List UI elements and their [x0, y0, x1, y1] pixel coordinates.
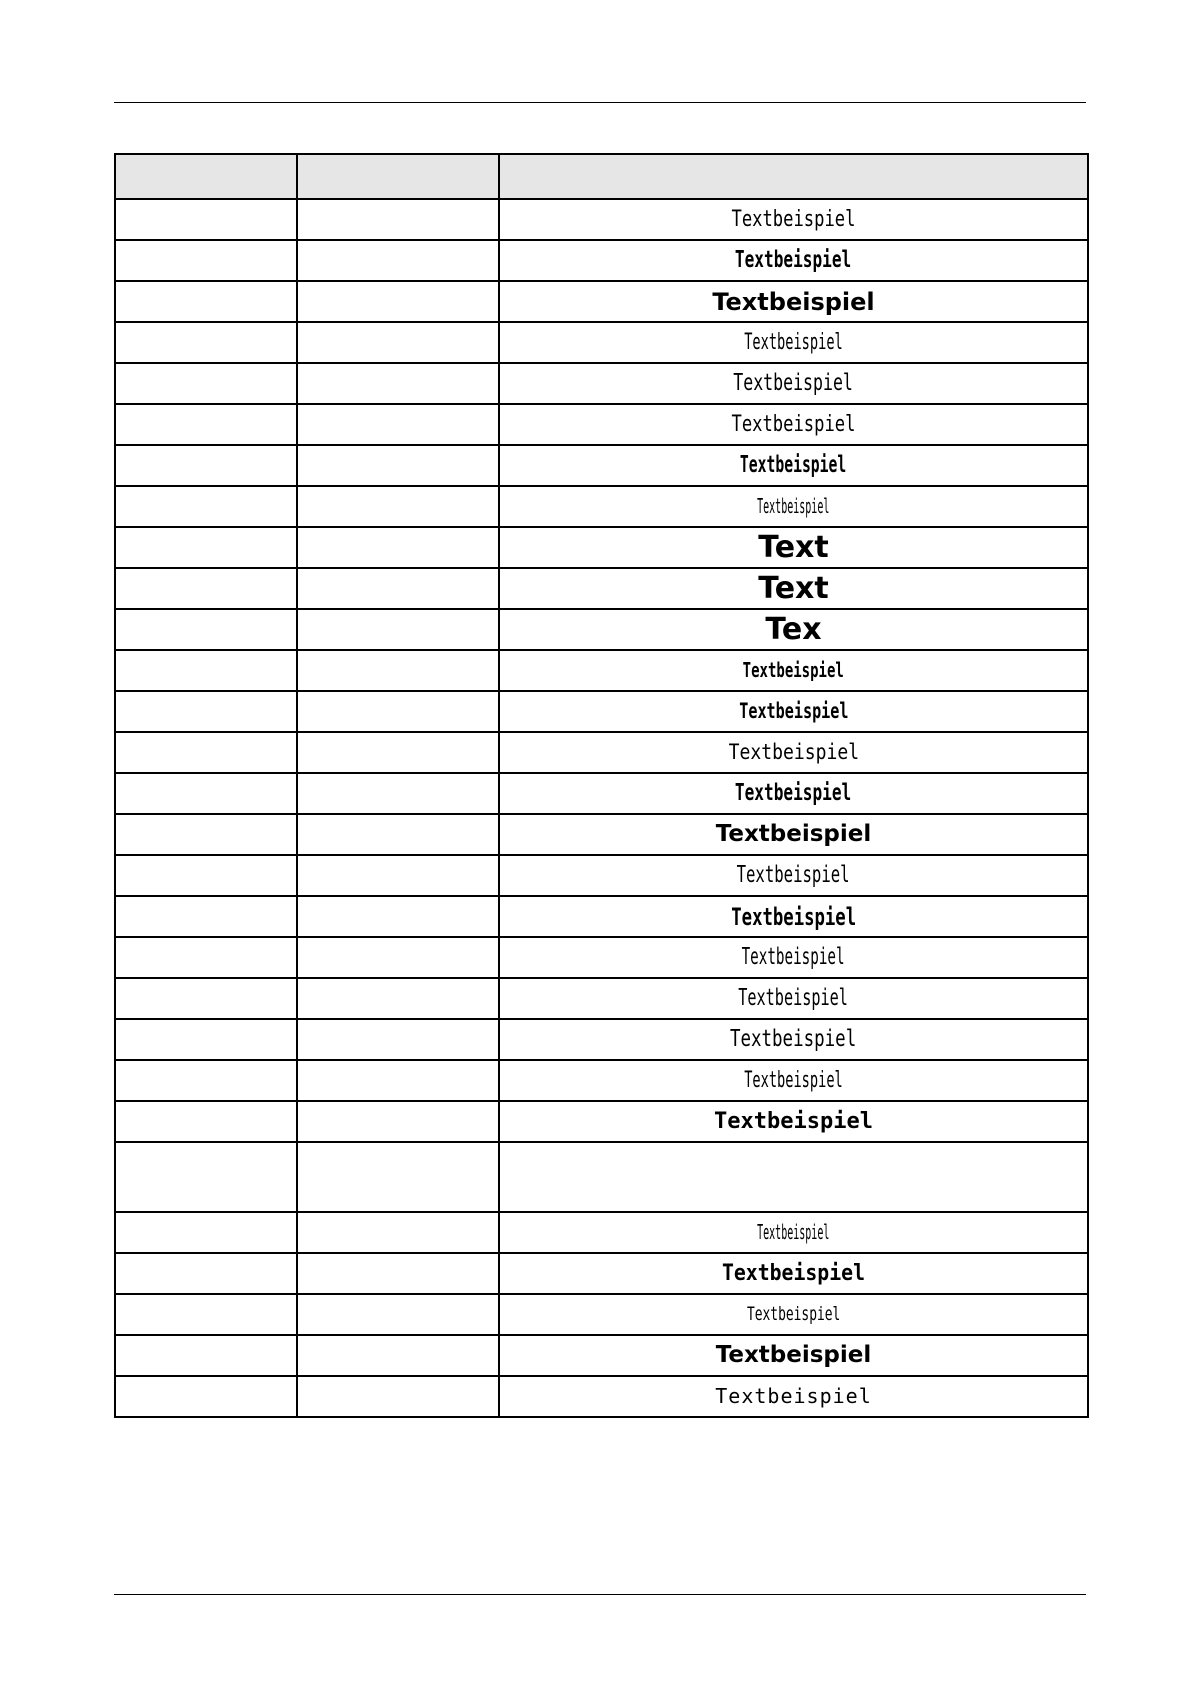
header-cell-3 — [499, 154, 1088, 199]
table-row — [115, 404, 1088, 445]
font-sample: Textbeispiel — [715, 821, 872, 847]
font-sample: Textbeispiel — [735, 247, 852, 273]
table-row — [115, 568, 1088, 609]
header-cell-2 — [297, 154, 499, 199]
table-row — [115, 1101, 1088, 1142]
header-cell-1 — [115, 154, 297, 199]
font-sample: Textbeispiel — [712, 287, 875, 316]
table-row — [115, 855, 1088, 896]
table-row — [115, 978, 1088, 1019]
table-row — [115, 322, 1088, 363]
font-sample: Textbeispiel — [730, 1026, 857, 1052]
header-rule — [114, 102, 1086, 103]
table-row — [115, 732, 1088, 773]
font-sample: Textbeispiel — [744, 329, 843, 355]
font-sample: Textbeispiel — [728, 740, 859, 764]
table-row — [115, 199, 1088, 240]
font-sample: Textbeispiel — [744, 1067, 843, 1093]
table-row — [115, 240, 1088, 281]
font-sample: Textbeispiel — [731, 411, 856, 437]
table-row — [115, 445, 1088, 486]
table-row — [115, 896, 1088, 937]
font-sample: Textbeispiel — [738, 985, 849, 1011]
table-row — [115, 691, 1088, 732]
table-row — [115, 609, 1088, 650]
table-row — [115, 1253, 1088, 1294]
font-sample: Textbeispiel — [736, 862, 850, 888]
font-sample: Textbeispiel — [715, 1342, 872, 1368]
font-sample: Textbeispiel — [738, 699, 849, 723]
table-header-row — [115, 154, 1088, 199]
font-sample: Text — [758, 570, 829, 606]
table-row — [115, 1376, 1088, 1417]
font-sample: Text — [758, 529, 829, 565]
font-sample: Textbeispiel — [731, 902, 856, 931]
font-sample-table — [114, 153, 1089, 1418]
table-row — [115, 1142, 1088, 1212]
footer-rule — [114, 1594, 1086, 1595]
font-sample: Textbeispiel — [746, 1303, 841, 1325]
table-row — [115, 937, 1088, 978]
font-sample: Tex — [765, 611, 822, 647]
table-row — [115, 650, 1088, 691]
font-sample: Textbeispiel — [740, 452, 847, 478]
font-sample: Textbeispiel — [741, 944, 846, 970]
font-sample: Textbeispiel — [757, 494, 830, 518]
table-row — [115, 814, 1088, 855]
table-row — [115, 363, 1088, 404]
font-sample: Textbeispiel — [757, 1220, 830, 1244]
font-sample: Textbeispiel — [721, 1260, 866, 1286]
font-sample: Textbeispiel — [714, 1108, 873, 1134]
table-row — [115, 1212, 1088, 1253]
table-row — [115, 527, 1088, 568]
table-row — [115, 1019, 1088, 1060]
font-sample: Textbeispiel — [735, 780, 852, 806]
table-row — [115, 1294, 1088, 1335]
font-sample: Textbeispiel — [733, 370, 854, 396]
table-row — [115, 486, 1088, 527]
table-row — [115, 1335, 1088, 1376]
font-sample: Textbeispiel — [731, 206, 856, 232]
table-row — [115, 281, 1088, 322]
table-row — [115, 1060, 1088, 1101]
font-sample: Textbeispiel — [715, 1384, 872, 1408]
font-sample: Textbeispiel — [742, 658, 845, 682]
table-row — [115, 773, 1088, 814]
